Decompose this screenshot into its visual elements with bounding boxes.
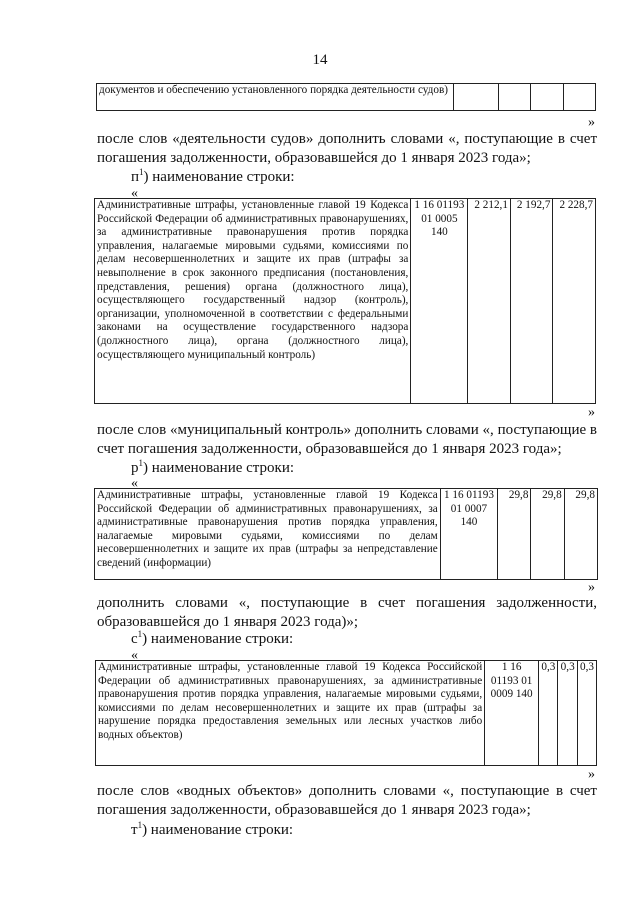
- closing-quote: »: [588, 767, 595, 782]
- opening-quote: «: [131, 648, 138, 663]
- paragraph-3: дополнить словами «, поступающие в счет погашения задолженности, образовавшейся до 1 января 2023 года)»;: [97, 595, 597, 630]
- item-letter: т: [131, 822, 138, 838]
- closing-quote: »: [588, 405, 595, 420]
- budget-table-top: [96, 83, 596, 111]
- item-t-heading: [131, 821, 631, 840]
- budget-table-p: [94, 198, 596, 404]
- table-row: [97, 84, 596, 111]
- item-r-heading: [131, 459, 631, 478]
- row-description: документов и обеспечению установленного порядка деятельности судов): [97, 84, 454, 111]
- table-row: [96, 661, 597, 766]
- item-text: ) наименование строки:: [142, 631, 294, 647]
- row-description: Административные штрафы, установленные главой 19 Кодекса Российской Федерации об административных правонарушениях, за административные правонарушения против порядка управления, налагаемые мировыми судьями, комиссиями по делам несовершеннолетних и защите их прав (штрафы за невыполнение в срок законного предписания (постановления, представления, решения) органа (должностного лица), осуществляющего государственный надзор (контроль), организации, уполномоченной в соответствии с федеральными законами на осуществление государственного надзора (должностного лица), органа (должностного лица), осуществляющего муниципальный контроль): [95, 199, 411, 404]
- item-text: ) наименование строки:: [143, 460, 295, 476]
- opening-quote: «: [131, 476, 138, 491]
- row-value-2: 2 192,7: [510, 199, 553, 404]
- item-sup: 1: [139, 167, 144, 177]
- opening-quote: «: [131, 186, 138, 201]
- row-value-3: 0,3: [577, 661, 596, 766]
- row-value-2: [531, 84, 563, 111]
- item-sup: 1: [137, 820, 143, 830]
- row-value-1: 2 212,1: [468, 199, 511, 404]
- item-sup: 1: [138, 458, 143, 468]
- row-code: 1 16 01193 01 0009 140: [485, 661, 539, 766]
- item-letter: п: [131, 169, 140, 185]
- item-text: ) наименование строки:: [142, 822, 294, 838]
- row-code: 1 16 01193 01 0005 140: [411, 199, 468, 404]
- paragraph-1: после слов «деятельности судов» дополнить словами «, поступающие в счет погашения задолженности, образовавшейся до 1 января 2023 года»;: [97, 131, 597, 166]
- item-letter: р: [131, 460, 139, 476]
- item-sup: 1: [137, 629, 143, 639]
- item-text: ) наименование строки:: [143, 169, 295, 185]
- item-s-heading: [131, 630, 631, 649]
- row-value-2: 29,8: [531, 489, 564, 580]
- table-row: [95, 489, 598, 580]
- paragraph-2: после слов «муниципальный контроль» дополнить словами «, поступающие в счет погашения задолженности, образовавшейся до 1 января 2023 года»;: [97, 422, 597, 457]
- row-value-1: [498, 84, 530, 111]
- row-code: [454, 84, 498, 111]
- row-value-3: [563, 84, 595, 111]
- closing-quote: »: [588, 580, 595, 595]
- row-value-2: 0,3: [558, 661, 577, 766]
- row-value-3: 2 228,7: [553, 199, 596, 404]
- row-value-1: 29,8: [498, 489, 531, 580]
- row-code: 1 16 01193 01 0007 140: [440, 489, 497, 580]
- item-letter: с: [131, 631, 138, 647]
- row-value-3: 29,8: [564, 489, 597, 580]
- row-value-1: 0,3: [539, 661, 558, 766]
- paragraph-4: после слов «водных объектов» дополнить словами «, поступающие в счет погашения задолженности, образовавшейся до 1 января 2023 года»;: [97, 783, 597, 818]
- table-row: [95, 199, 596, 404]
- closing-quote: »: [588, 115, 595, 130]
- row-description: Административные штрафы, установленные главой 19 Кодекса Российской Федерации об административных правонарушениях, за административные правонарушения против порядка управления, налагаемые мировыми судьями, комиссиями по делам несовершеннолетних и защите их прав (штрафы за непредставление сведений (информации): [95, 489, 441, 580]
- row-description: Административные штрафы, установленные главой 19 Кодекса Российской Федерации об административных правонарушениях, за административные правонарушения против порядка управления, налагаемые мировыми судьями, комиссиями по делам несовершеннолетних и защите их прав (штрафы за нарушение порядка предоставления земельных или лесных участков либо водных объектов): [96, 661, 485, 766]
- budget-table-r: [94, 488, 598, 580]
- page-number: 14: [312, 52, 328, 68]
- item-p-heading: [131, 168, 631, 187]
- budget-table-s: [95, 660, 597, 766]
